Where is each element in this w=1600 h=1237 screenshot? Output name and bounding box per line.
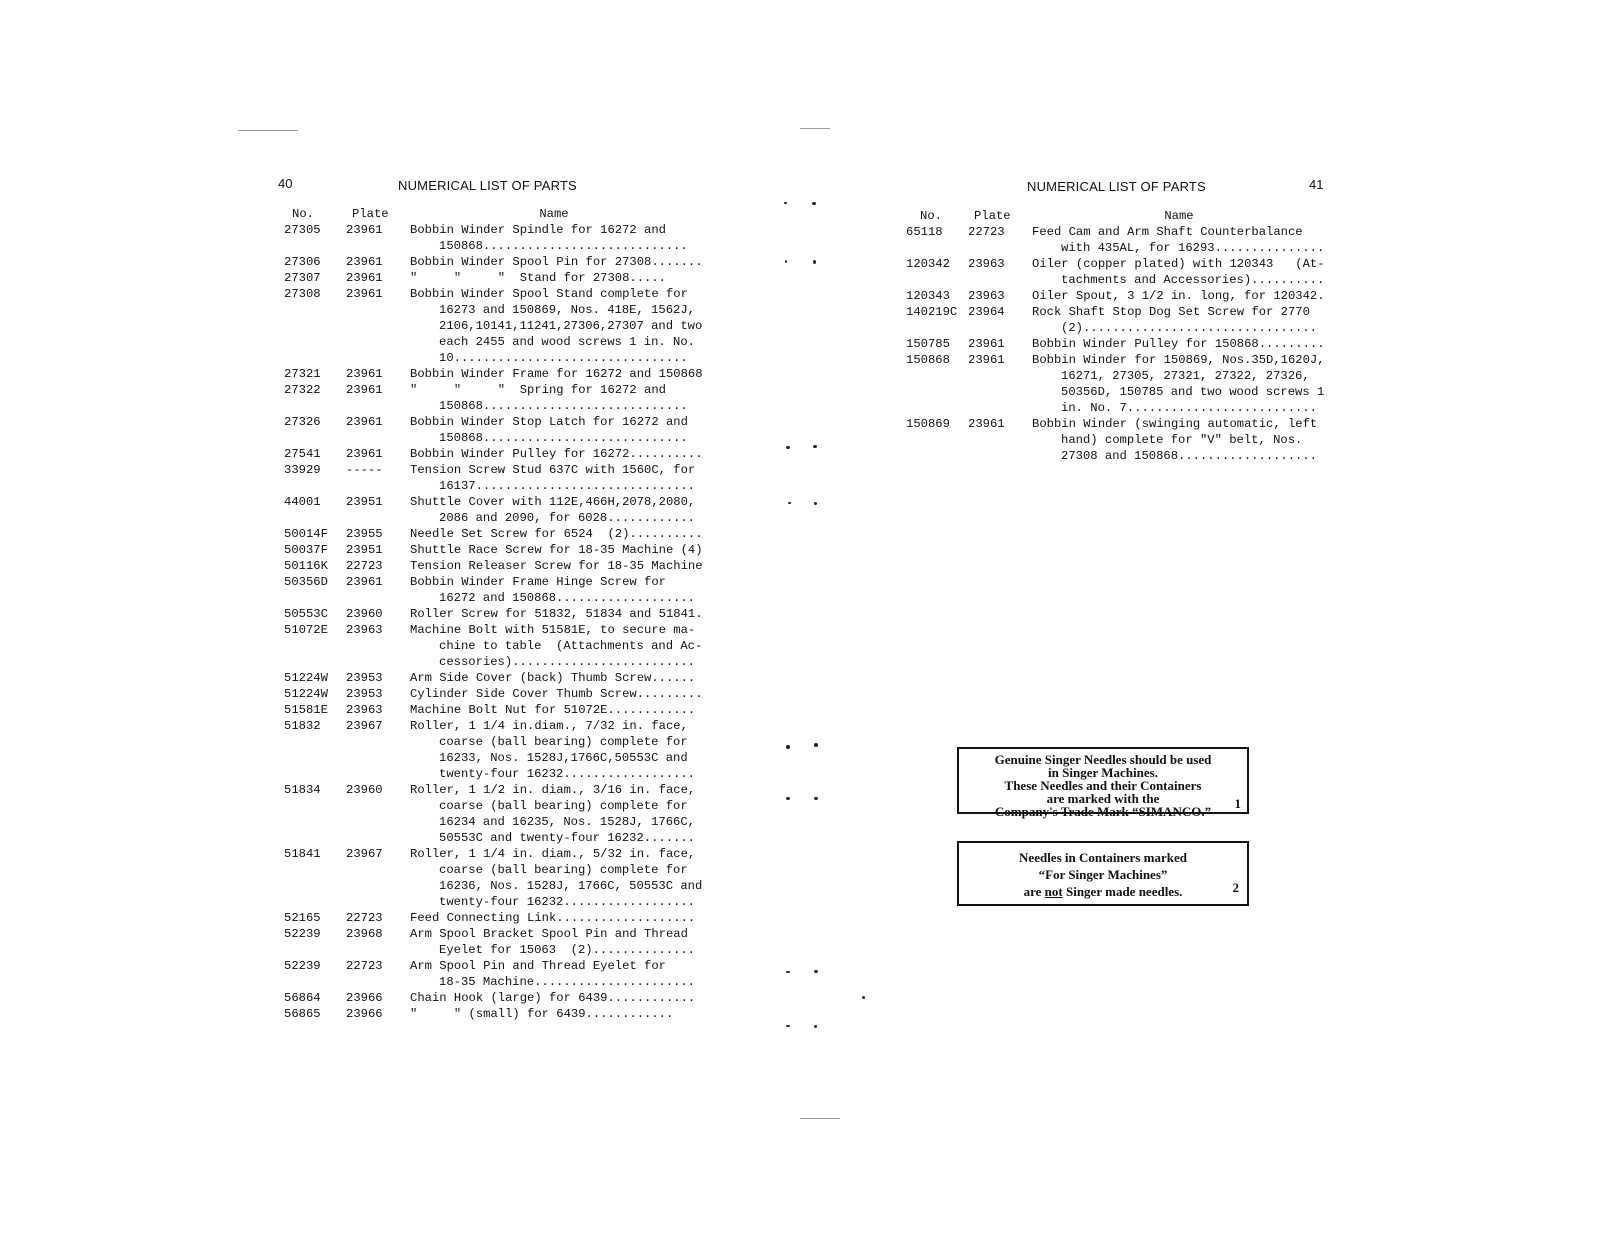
scan-speck: [813, 445, 817, 448]
part-name-line: Shuttle Cover with 112E,466H,2078,2080,: [410, 495, 696, 509]
part-number: 27322: [284, 383, 321, 397]
plate-number: 23955: [346, 527, 383, 541]
part-name-line: with 435AL, for 16293...............: [1061, 241, 1325, 255]
part-number: 50116K: [284, 559, 328, 573]
part-name-line: Bobbin Winder Spool Stand complete for: [410, 287, 688, 301]
parts-row: [284, 606, 703, 622]
part-name-line: 27308 and 150868...................: [1061, 449, 1317, 463]
part-name: [410, 606, 703, 622]
part-name-line: Bobbin Winder Pulley for 16272..........: [410, 447, 703, 461]
notice-line: in Singer Machines.: [1048, 765, 1158, 780]
parts-row: [284, 1006, 698, 1022]
parts-row: [906, 256, 1326, 288]
part-number: 50037F: [284, 543, 328, 557]
parts-row: [906, 336, 1326, 352]
part-number: 65118: [906, 225, 943, 239]
parts-row: [284, 574, 698, 606]
part-name-line: each 2455 and wood screws 1 in. No.: [439, 335, 695, 349]
part-name-line: Eyelet for 15063 (2)..............: [439, 943, 695, 957]
parts-row: [906, 288, 1326, 304]
parts-row: [906, 224, 1326, 256]
plate-number: 23967: [346, 847, 383, 861]
part-name-line: Bobbin Winder Stop Latch for 16272 and: [410, 415, 688, 429]
part-name: [410, 846, 702, 910]
part-name-line: 16236, Nos. 1528J, 1766C, 50553C and: [439, 879, 703, 893]
scan-speck: [814, 502, 817, 505]
part-name-line: Machine Bolt Nut for 51072E............: [410, 703, 696, 717]
plate-number: 23960: [346, 607, 383, 621]
part-number: 51072E: [284, 623, 328, 637]
scan-speck: [814, 797, 818, 800]
scan-speck: [786, 446, 790, 449]
notice-line: Needles in Containers marked: [1019, 850, 1187, 865]
part-name-line: Rock Shaft Stop Dog Set Screw for 2770: [1032, 305, 1310, 319]
plate-number: 23961: [968, 353, 1005, 367]
part-number: 51841: [284, 847, 321, 861]
parts-row: [284, 782, 698, 846]
plate-number: 23961: [346, 287, 383, 301]
plate-number: 23961: [968, 417, 1005, 431]
part-name: [1032, 288, 1326, 304]
part-name: [410, 910, 698, 926]
left-page-header: NUMERICAL LIST OF PARTS: [398, 178, 577, 193]
part-name-line: Feed Connecting Link...................: [410, 911, 696, 925]
part-name-line: Tension Screw Stud 637C with 1560C, for: [410, 463, 696, 477]
part-number: 51581E: [284, 703, 328, 717]
part-name: [410, 574, 698, 606]
part-name-line: Bobbin Winder Spindle for 16272 and: [410, 223, 666, 237]
part-name: [1032, 352, 1326, 416]
plate-number: 22723: [346, 959, 383, 973]
part-name: [410, 542, 703, 558]
part-number: 27326: [284, 415, 321, 429]
part-name: [410, 782, 698, 846]
part-name-line: Bobbin Winder Frame Hinge Screw for: [410, 575, 666, 589]
plate-number: 23953: [346, 687, 383, 701]
part-name-line: Machine Bolt with 51581E, to secure ma-: [410, 623, 696, 637]
parts-row: [284, 958, 698, 990]
scan-artifact: [800, 1118, 840, 1119]
notice-line: Company's Trade Mark “SIMANCO.”: [994, 804, 1212, 819]
part-name-line: Cylinder Side Cover Thumb Screw.........: [410, 687, 703, 701]
part-name-line: Arm Spool Bracket Spool Pin and Thread: [410, 927, 688, 941]
column-header-plate: Plate: [352, 207, 389, 221]
parts-row: [284, 366, 703, 382]
left-parts-table: [284, 206, 703, 1022]
left-rows: [284, 222, 703, 1022]
parts-row: [284, 990, 698, 1006]
part-name-line: Oiler (copper plated) with 120343 (At-: [1032, 257, 1325, 271]
column-header-no: No.: [920, 209, 942, 223]
parts-row: [284, 686, 703, 702]
plate-number: 23961: [346, 255, 383, 269]
part-name-line: coarse (ball bearing) complete for: [439, 863, 688, 877]
scan-artifact: [800, 128, 830, 129]
part-name-line: Tension Releaser Screw for 18-35 Machine: [410, 559, 703, 573]
part-name: [410, 414, 698, 446]
column-header-no: No.: [292, 207, 314, 221]
plate-number: 23966: [346, 1007, 383, 1021]
plate-number: 23964: [968, 305, 1005, 319]
part-name-line: 50553C and twenty-four 16232.......: [439, 831, 695, 845]
scan-speck: [812, 202, 816, 205]
part-name: [1032, 256, 1326, 288]
part-name-line: Chain Hook (large) for 6439............: [410, 991, 696, 1005]
part-name-line: 150868............................: [439, 431, 688, 445]
parts-row: [284, 414, 698, 446]
plate-number: 23961: [346, 415, 383, 429]
part-name-line: 18-35 Machine......................: [439, 975, 695, 989]
parts-row: [906, 304, 1326, 336]
part-name: [410, 462, 698, 494]
parts-row: [284, 446, 703, 462]
parts-row: [284, 846, 703, 910]
part-name-line: 10................................: [439, 351, 688, 365]
scan-speck: [786, 1025, 790, 1027]
plate-number: 23961: [346, 383, 383, 397]
scan-speck: [813, 260, 816, 264]
part-name-line: 16137..............................: [439, 479, 695, 493]
part-name: [410, 286, 702, 366]
part-name-line: 16271, 27305, 27321, 27322, 27326,: [1061, 369, 1310, 383]
part-name: [410, 526, 703, 542]
part-name-line: cessories).........................: [439, 655, 695, 669]
part-name-line: Needle Set Screw for 6524 (2)..........: [410, 527, 703, 541]
part-name-line: Bobbin Winder (swinging automatic, left: [1032, 417, 1318, 431]
parts-row: [284, 718, 698, 782]
part-number: 50356D: [284, 575, 328, 589]
parts-row: [284, 622, 703, 670]
part-name-line: Bobbin Winder Spool Pin for 27308.......: [410, 255, 703, 269]
scan-artifact: [238, 130, 298, 131]
plate-number: 23968: [346, 927, 383, 941]
part-name-line: " " " Spring for 16272 and: [410, 383, 666, 397]
part-name-line: Arm Side Cover (back) Thumb Screw......: [410, 671, 696, 685]
part-name-line: 150868............................: [439, 399, 688, 413]
part-number: 120343: [906, 289, 950, 303]
notice-text: are: [1023, 884, 1045, 899]
column-header-name: Name: [539, 207, 569, 221]
part-name: [410, 254, 703, 270]
part-name-line: Bobbin Winder Pulley for 150868.........: [1032, 337, 1325, 351]
part-number: 50014F: [284, 527, 328, 541]
plate-number: 22723: [968, 225, 1005, 239]
part-name-line: 2086 and 2090, for 6028............: [439, 511, 695, 525]
part-name: [1032, 416, 1326, 464]
part-number: 52239: [284, 927, 321, 941]
part-name: [410, 622, 702, 670]
part-name-line: coarse (ball bearing) complete for: [439, 735, 688, 749]
scan-speck: [862, 996, 865, 999]
plate-number: 23966: [346, 991, 383, 1005]
part-name-line: 50356D, 150785 and two wood screws 1: [1061, 385, 1325, 399]
notice-line: [959, 880, 1247, 900]
part-number: 56865: [284, 1007, 321, 1021]
plate-number: 23960: [346, 783, 383, 797]
part-name-line: Feed Cam and Arm Shaft Counterbalance: [1032, 225, 1303, 239]
parts-row: [284, 222, 698, 254]
right-page-header: NUMERICAL LIST OF PARTS: [1027, 179, 1206, 194]
part-name-line: Arm Spool Pin and Thread Eyelet for: [410, 959, 666, 973]
part-name: [410, 366, 703, 382]
part-name-line: Bobbin Winder for 150869, Nos.35D,1620J,: [1032, 353, 1325, 367]
parts-row: [284, 542, 703, 558]
part-number: 150869: [906, 417, 950, 431]
part-name: [410, 702, 698, 718]
plate-number: -----: [346, 463, 383, 477]
part-name-line: coarse (ball bearing) complete for: [439, 799, 688, 813]
part-name-line: 16233, Nos. 1528J,1766C,50553C and: [439, 751, 688, 765]
genuine-needles-notice: [957, 747, 1249, 819]
parts-row: [284, 254, 703, 270]
part-name-line: twenty-four 16232..................: [439, 895, 695, 909]
part-number: 44001: [284, 495, 321, 509]
part-name: [410, 382, 698, 414]
scan-speck: [814, 970, 818, 973]
part-number: 27308: [284, 287, 321, 301]
plate-number: 23963: [968, 257, 1005, 271]
scan-speck: [784, 202, 787, 204]
part-name: [410, 446, 703, 462]
notice-text: Singer made needles.: [1062, 884, 1183, 899]
part-name-line: twenty-four 16232..................: [439, 767, 695, 781]
parts-row: [906, 416, 1326, 464]
part-number: 120342: [906, 257, 950, 271]
plate-number: 22723: [346, 911, 383, 925]
part-number: 27307: [284, 271, 321, 285]
part-number: 51834: [284, 783, 321, 797]
column-header-name: Name: [1164, 209, 1194, 223]
part-name-line: 16272 and 150868...................: [439, 591, 695, 605]
scan-speck: [814, 743, 818, 747]
plate-number: 23963: [346, 703, 383, 717]
part-name-line: " " (small) for 6439............: [410, 1007, 674, 1021]
plate-number: 23963: [346, 623, 383, 637]
part-name-line: hand) complete for "V" belt, Nos.: [1061, 433, 1303, 447]
parts-row: [284, 382, 698, 414]
notice-underlined-word: not: [1044, 884, 1063, 899]
part-name-line: chine to table (Attachments and Ac-: [439, 639, 703, 653]
part-name-line: 16234 and 16235, Nos. 1528J, 1766C,: [439, 815, 695, 829]
notice-line: “For Singer Machines”: [1038, 867, 1168, 882]
part-name-line: Roller, 1 1/4 in. diam., 5/32 in. face,: [410, 847, 696, 861]
parts-row: [284, 494, 698, 526]
plate-number: 23961: [346, 271, 383, 285]
right-column-headers: [906, 208, 1326, 224]
part-number: 27305: [284, 223, 321, 237]
parts-row: [906, 352, 1326, 416]
parts-row: [284, 526, 703, 542]
notice-number: 1: [1234, 796, 1241, 811]
plate-number: 23963: [968, 289, 1005, 303]
part-name: [1032, 304, 1326, 336]
parts-row: [284, 910, 698, 926]
part-number: 51832: [284, 719, 321, 733]
part-number: 51224W: [284, 687, 328, 701]
part-number: 50553C: [284, 607, 328, 621]
right-page-number: 41: [1309, 177, 1324, 192]
scan-speck: [786, 745, 790, 749]
notice-line: Genuine Singer Needles should be used: [994, 752, 1212, 767]
part-number: 140219C: [906, 305, 958, 319]
part-number: 56864: [284, 991, 321, 1005]
part-number: 27321: [284, 367, 321, 381]
not-singer-needles-notice: [957, 841, 1249, 906]
part-number: 52239: [284, 959, 321, 973]
part-number: 27306: [284, 255, 321, 269]
scan-speck: [786, 971, 790, 973]
plate-number: 23951: [346, 543, 383, 557]
part-name-line: " " " Stand for 27308.....: [410, 271, 666, 285]
parts-row: [284, 270, 698, 286]
scan-speck: [814, 1025, 817, 1028]
part-name-line: Oiler Spout, 3 1/2 in. long, for 120342.: [1032, 289, 1325, 303]
notice-number: 2: [1232, 880, 1239, 895]
part-number: 52165: [284, 911, 321, 925]
part-name: [410, 670, 698, 686]
part-name: [410, 990, 698, 1006]
part-name: [410, 686, 703, 702]
part-name-line: Roller Screw for 51832, 51834 and 51841.: [410, 607, 703, 621]
part-name-line: Roller, 1 1/4 in.diam., 7/32 in. face,: [410, 719, 688, 733]
part-name: [410, 494, 698, 526]
part-number: 33929: [284, 463, 321, 477]
plate-number: 23951: [346, 495, 383, 509]
parts-row: [284, 558, 703, 574]
scan-speck: [785, 260, 787, 263]
plate-number: 23953: [346, 671, 383, 685]
part-name-line: tachments and Accessories)..........: [1061, 273, 1325, 287]
part-name-line: Shuttle Race Screw for 18-35 Machine (4): [410, 543, 703, 557]
part-name: [1032, 224, 1326, 256]
part-name-line: 150868............................: [439, 239, 688, 253]
part-name: [410, 926, 698, 958]
notice-line: are marked with the: [1046, 791, 1160, 806]
part-name: [410, 270, 698, 286]
part-number: 150785: [906, 337, 950, 351]
part-name-line: Bobbin Winder Frame for 16272 and 150868: [410, 367, 703, 381]
right-rows: [906, 224, 1326, 464]
plate-number: 23967: [346, 719, 383, 733]
plate-number: 23961: [346, 223, 383, 237]
column-header-plate: Plate: [974, 209, 1011, 223]
plate-number: 23961: [346, 447, 383, 461]
parts-row: [284, 286, 703, 366]
plate-number: 23961: [346, 367, 383, 381]
parts-row: [284, 670, 698, 686]
part-name: [410, 1006, 698, 1022]
part-number: 150868: [906, 353, 950, 367]
left-column-headers: [284, 206, 698, 222]
part-name-line: 2106,10141,11241,27306,27307 and two: [439, 319, 703, 333]
part-name-line: in. No. 7..........................: [1061, 401, 1317, 415]
scan-speck: [786, 797, 790, 800]
part-name: [410, 718, 698, 782]
part-number: 51224W: [284, 671, 328, 685]
left-page-number: 40: [278, 176, 293, 191]
parts-row: [284, 926, 698, 958]
notice-line: These Needles and their Containers: [1004, 778, 1202, 793]
part-number: 27541: [284, 447, 321, 461]
parts-row: [284, 702, 698, 718]
plate-number: 23961: [968, 337, 1005, 351]
right-parts-table: [906, 208, 1326, 464]
plate-number: 22723: [346, 559, 383, 573]
part-name: [410, 558, 703, 574]
part-name-line: (2)................................: [1061, 321, 1317, 335]
part-name-line: Roller, 1 1/2 in. diam., 3/16 in. face,: [410, 783, 696, 797]
part-name-line: 16273 and 150869, Nos. 418E, 1562J,: [439, 303, 695, 317]
part-name: [410, 958, 698, 990]
parts-row: [284, 462, 698, 494]
part-name: [410, 222, 698, 254]
plate-number: 23961: [346, 575, 383, 589]
part-name: [1032, 336, 1326, 352]
scan-speck: [788, 502, 791, 504]
